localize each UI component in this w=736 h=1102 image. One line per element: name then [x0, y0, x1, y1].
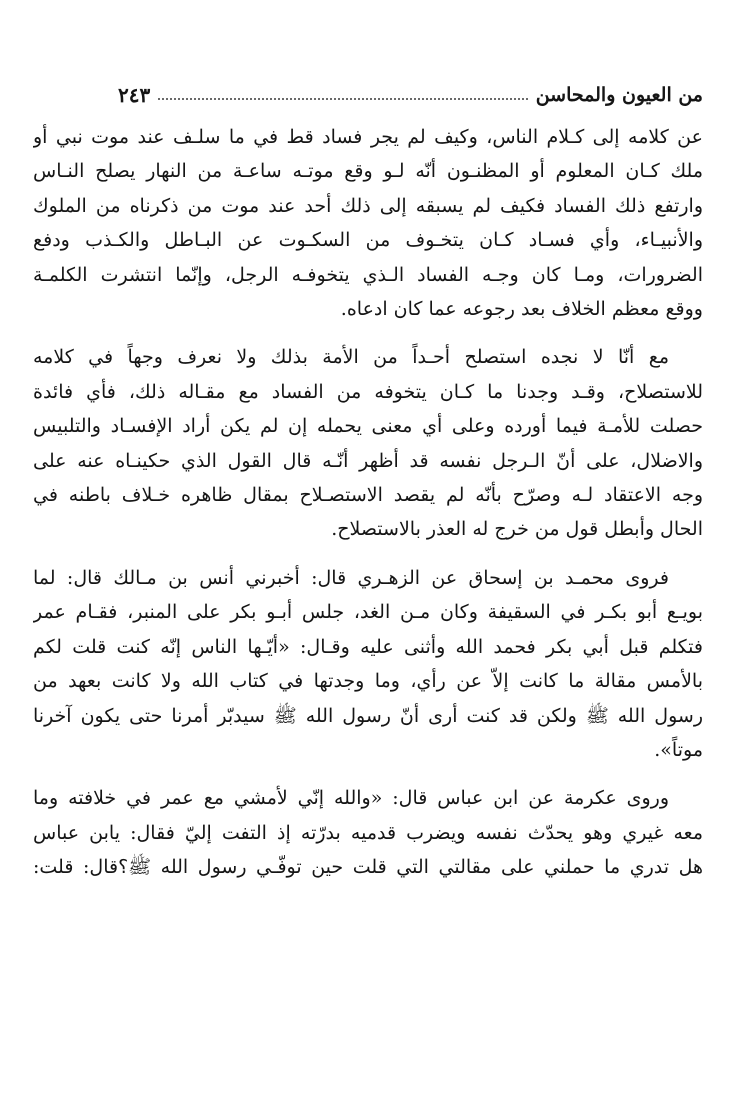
text-line: وارتفع ذلك الفساد فكيف لم يسبقه إلى ذلك أحد عند موت من ذكرناه من الملوك [33, 194, 703, 217]
text-line: الحال وأبطل قول من خرج له العذر بالاستصلاح. [331, 518, 703, 541]
text-line: موتاً». [654, 738, 703, 761]
paragraph [33, 120, 703, 326]
running-title: من العيون والمحاسن [535, 84, 703, 106]
text-line: فتكلم قبل أبي بكر فحمد الله وأثنى عليه وقـال: «أيّـها الناس إنّه كنت قلت لكم [33, 635, 703, 658]
text-line: هل تدري ما حملني على مقالتي التي قلت حين توفّـي رسول الله ﷺ؟قال: قلت: [33, 856, 703, 879]
paragraph [33, 561, 703, 767]
text-line: الضرورات، ومـا كان وجـه الفساد الـذي يتخوفـه الرجل، وإنّما انتشرت الكلمـة [33, 263, 703, 286]
text-line: للاستصلاح، وقـد وجدنا ما كـان يتخوفه من الفساد مع مقـاله ذلك، فأي فائدة [33, 380, 703, 403]
text-line: عن كلامه إلى كـلام الناس، وكيف لم يجر فساد قط في ما سلـف عند موت نبي أو [33, 126, 703, 148]
page-header [118, 74, 703, 108]
text-line: ووقع معظم الخلاف بعد رجوعه عما كان ادعاه. [340, 298, 703, 321]
text-line: بالأمس مقالة ما كانت إلاّ عن رأي، وما وجدتها في كتاب الله ولا كانت بعهد من [33, 670, 703, 693]
text-line: حصلت للأمـة فيما أورده وعلى أي معنى يحمله إن لم يكن أراد الإفسـاد والتلبيس [33, 415, 703, 438]
page-number: ٢٤٣ [118, 83, 151, 107]
text-line: ملك كـان المعلوم أو المظنـون أنّه لـو وقع موتـه ساعـة من النهار يصلح النـاس [33, 160, 703, 183]
dotted-leader [158, 97, 527, 100]
text-line: والأنبيـاء، وأي فسـاد كـان يتخـوف من السكـوت عن البـاطل والكـذب ودفع [33, 229, 703, 252]
text-line: مع أنّا لا نجده استصلح أحـداً من الأمة بذلك ولا نعرف وجهاً في كلامه [33, 346, 669, 369]
text-line: معه غيري وهو يحدّث نفسه ويضرب قدميه بدرّته إذ التفت إليّ فقال: يابن عباس [33, 821, 703, 844]
paragraph [33, 340, 703, 546]
text-line: وجه الاعتقاد لـه وصرّح بأنّه لم يقصد الاستصـلاح بمقال ظاهره خـلاف باطنه في [33, 484, 703, 507]
text-line: وروى عكرمة عن ابن عباس قال: «والله إنّي لأمشي مع عمر في خلافته وما [33, 787, 669, 810]
text-line: فروى محمـد بن إسحاق عن الزهـري قال: أخبرني أنس بن مـالك قال: لما [33, 566, 669, 589]
body-text [33, 120, 703, 905]
text-line: رسول الله ﷺ ولكن قد كنت أرى أنّ رسول الله ﷺ سيدبّر أمرنا حتى يكون آخرنا [33, 704, 703, 727]
text-line: بويـع أبو بكـر في السقيفة وكان مـن الغد، جلس أبـو بكر على المنبر، فقـام عمر [33, 601, 703, 624]
paragraph [33, 781, 703, 884]
text-line: والاضلال، على أنّ الـرجل نفسه قد أظهر أنّـه قال القول الذي حكينـاه عنه على [33, 449, 703, 472]
